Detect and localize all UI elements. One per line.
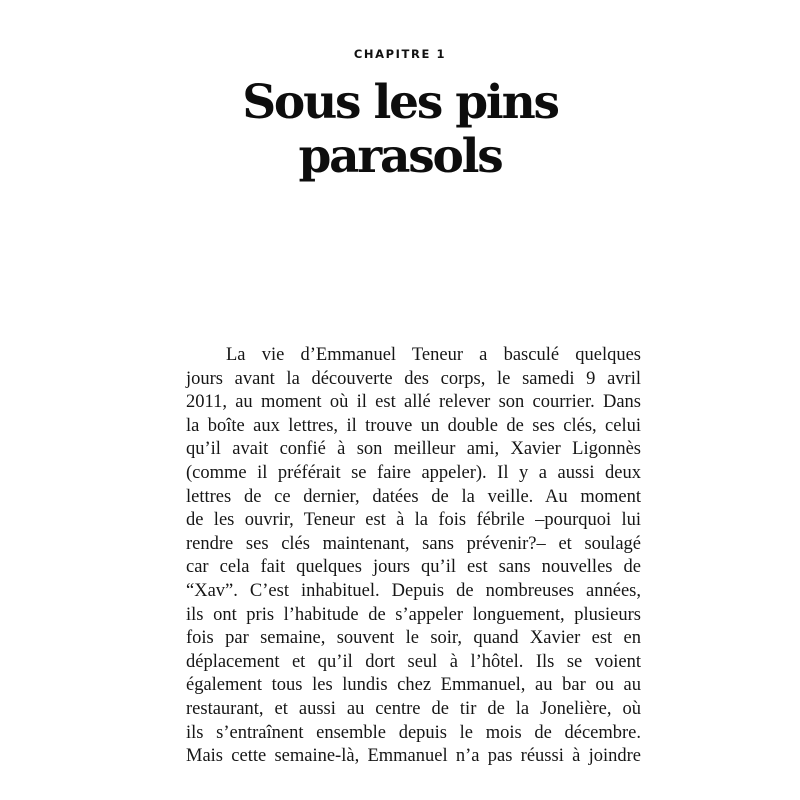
text-line: ils ont pris l’habitude de s’appeler longuement, plusieurs	[186, 604, 641, 625]
text-line: “Xav”. C’est inhabituel. Depuis de nombreuses années,	[186, 580, 641, 601]
text-line: lettres de ce dernier, datées de la veille. Au moment	[186, 486, 641, 507]
text-line: fois par semaine, souvent le soir, quand Xavier est en	[186, 628, 641, 649]
text-line: (comme il préférait se faire appeler). Il y a aussi deux	[186, 462, 641, 483]
text-line: restaurant, et aussi au centre de tir de la Jonelière, où	[186, 698, 641, 719]
text-line: La vie d’Emmanuel Teneur a basculé quelques	[226, 345, 641, 365]
text-line: déplacement et qu’il dort seul à l’hôtel. Ils se voient	[186, 651, 641, 672]
text-line: la boîte aux lettres, il trouve un double de ses clés, celui	[186, 415, 641, 436]
text-line: jours avant la découverte des corps, le samedi 9 avril	[186, 368, 641, 389]
text-line: de les ouvrir, Teneur est à la fois fébrile –pourquoi lui	[186, 510, 641, 531]
text-line: ils s’entraînent ensemble depuis le mois de décembre.	[186, 722, 641, 743]
text-line: Mais cette semaine-là, Emmanuel n’a pas réussi à joindre	[186, 746, 641, 767]
body-paragraph	[186, 344, 641, 769]
chapter-title	[0, 76, 800, 184]
text-line: rendre ses clés maintenant, sans prévenir?– et soulagé	[186, 533, 641, 554]
chapter-title-line: parasols	[298, 129, 502, 184]
text-line: 2011, au moment où il est allé relever son courrier. Dans	[186, 392, 641, 413]
text-line: car cela fait quelques jours qu’il est sans nouvelles de	[186, 557, 641, 578]
text-line: qu’il avait confié à son meilleur ami, Xavier Ligonnès	[186, 439, 641, 460]
chapter-label: CHAPITRE 1	[353, 47, 447, 61]
text-line: également tous les lundis chez Emmanuel, au bar ou au	[186, 675, 641, 696]
chapter-title-line: Sous les pins	[242, 75, 558, 130]
